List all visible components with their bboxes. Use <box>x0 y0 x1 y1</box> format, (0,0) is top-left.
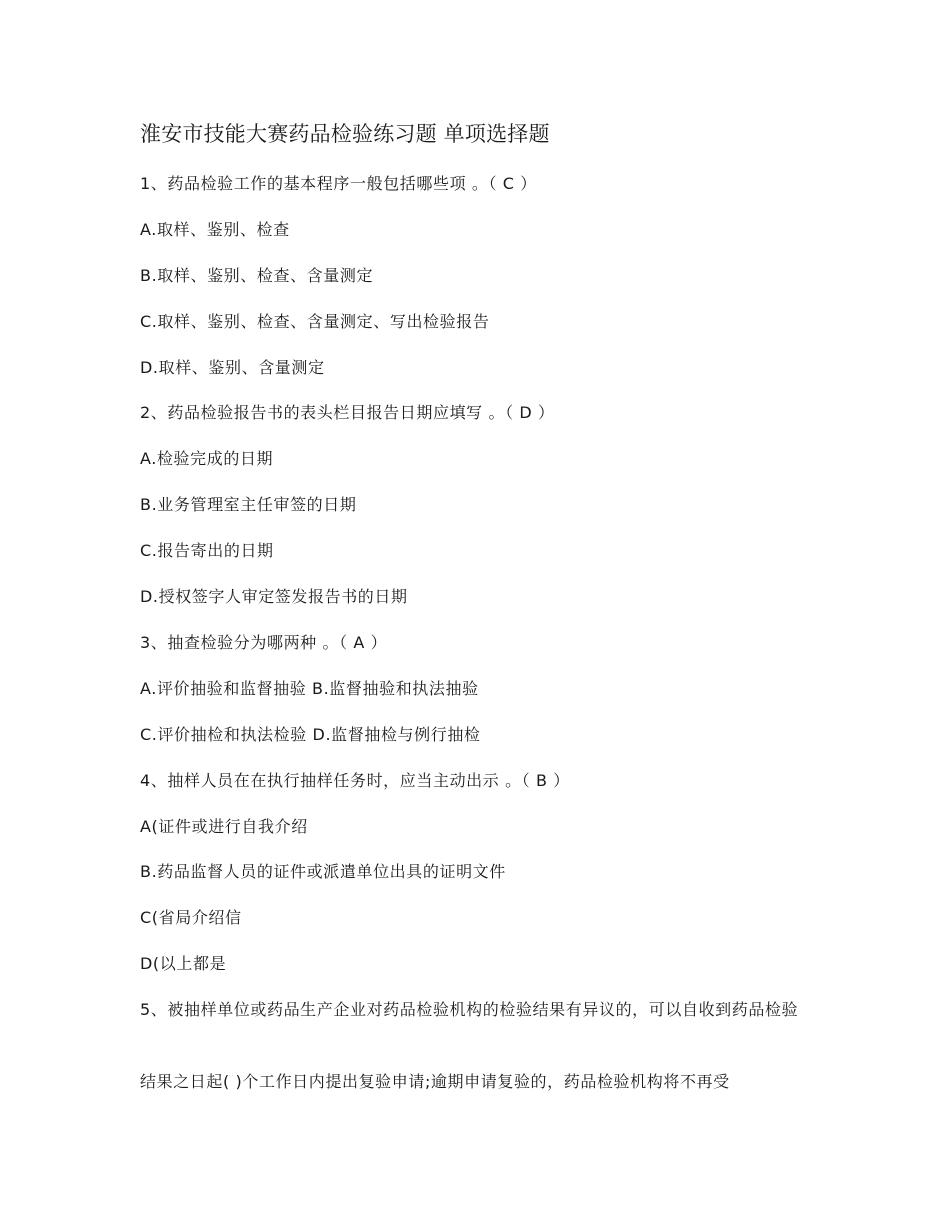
question-4: 4、抽样人员在在执行抽样任务时，应当主动出示 。（ B ） <box>140 771 570 790</box>
question-4-option-b: B.药品监督人员的证件或派遣单位出具的证明文件 <box>140 862 506 881</box>
question-1-option-d: D.取样、鉴别、含量测定 <box>140 358 325 377</box>
question-1-option-c: C.取样、鉴别、检查、含量测定、写出检验报告 <box>140 312 490 331</box>
question-4-option-a: A(证件或进行自我介绍 <box>140 817 308 836</box>
question-3-options-cd: C.评价抽检和执法检验 D.监督抽检与例行抽检 <box>140 725 481 744</box>
question-5: 5、被抽样单位或药品生产企业对药品检验机构的检验结果有异议的，可以自收到药品检验 <box>140 1000 799 1019</box>
document-title: 淮安市技能大赛药品检验练习题 单项选择题 <box>140 122 550 146</box>
question-1-option-a: A.取样、鉴别、检查 <box>140 220 290 239</box>
question-5-continued: 结果之日起( )个工作日内提出复验申请;逾期申请复验的，药品检验机构将不再受 <box>140 1072 730 1091</box>
question-2-option-a: A.检验完成的日期 <box>140 449 274 468</box>
question-2-option-c: C.报告寄出的日期 <box>140 541 274 560</box>
question-2-option-b: B.业务管理室主任审签的日期 <box>140 495 357 514</box>
question-3-options-ab: A.评价抽验和监督抽验 B.监督抽验和执法抽验 <box>140 679 479 698</box>
question-3: 3、抽查检验分为哪两种 。（ A ） <box>140 633 388 652</box>
question-1-option-b: B.取样、鉴别、检查、含量测定 <box>140 266 374 285</box>
question-4-option-c: C(省局介绍信 <box>140 908 242 927</box>
question-2-option-d: D.授权签字人审定签发报告书的日期 <box>140 587 408 606</box>
question-4-option-d: D(以上都是 <box>140 954 227 973</box>
question-2: 2、药品检验报告书的表头栏目报告日期应填写 。（ D ） <box>140 403 555 422</box>
question-1: 1、药品检验工作的基本程序一般包括哪些项 。（ C ） <box>140 174 537 193</box>
